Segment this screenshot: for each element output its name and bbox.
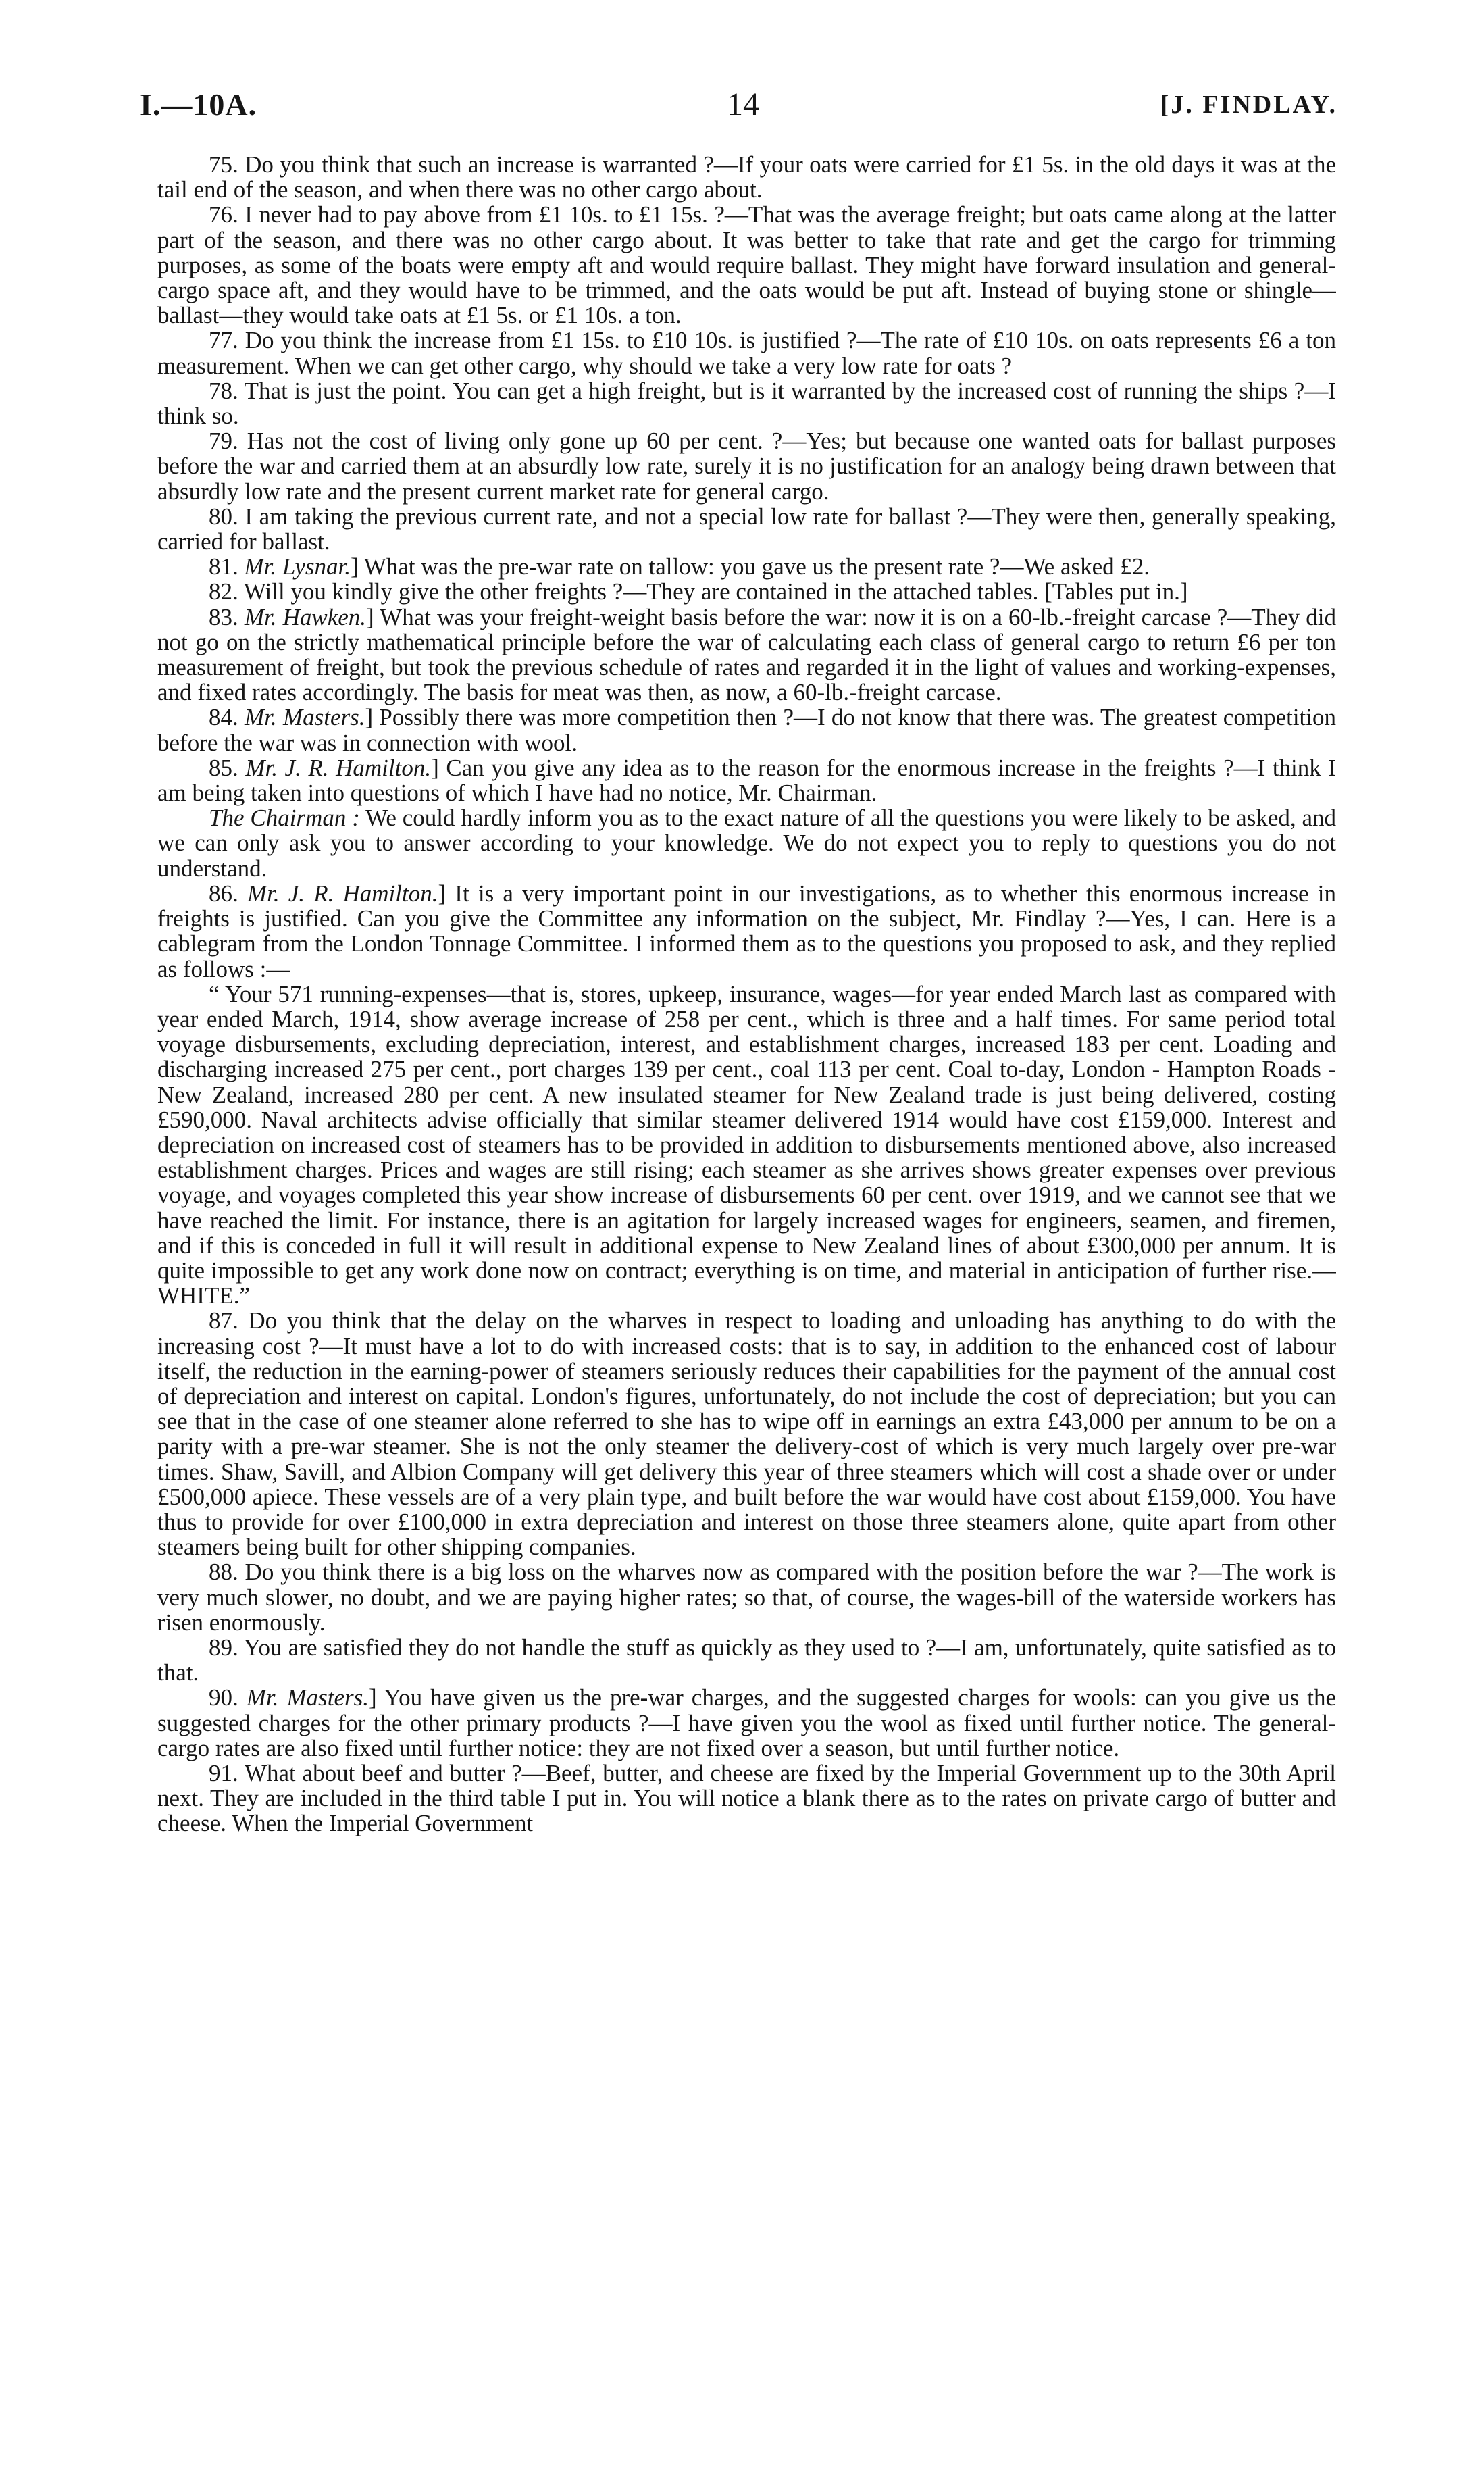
paragraph-text: 76. I never had to pay above from £1 10s. to £1 15s. ?—That was the average freight; but oats came along at the latter part of the season, and there was no other cargo about. It was better to take that rate and get the cargo for trimming purposes, as some of the boats were empty aft and would require ballast. They might have forward insulation and general-cargo space aft, and they would have to be trimmed, and the oats would be put aft. Instead of buying stone or shingle—ballast—they would take oats at £1 5s. or £1 10s. a ton.: [157, 201, 1336, 329]
paragraph-87: [157, 1308, 1336, 1559]
paragraph-number: 84.: [209, 704, 245, 731]
paragraph-text: “ Your 571 running-expenses—that is, stores, upkeep, insurance, wages—for year ended March last as compared with year ended March, 1914, show average increase of 258 per cent., which is three and a half times. For same period total voyage disbursements, excluding depreciation, interest, and establishment charges, increased 183 per cent. Loading and discharging increased 275 per cent., port charges 139 per cent., coal 113 per cent. Coal to-day, London - Hampton Roads - New Zealand, increased 280 per cent. A new insulated steamer for New Zealand trade is just being delivered, costing £590,000. Naval architects advise officially that similar steamer delivered 1914 would have cost £159,000. Interest and depreciation on increased cost of steamers has to be provided in addition to disbursements mentioned above, also increased establishment charges. Prices and wages are still rising; each steamer as she arrives shows greater expenses over previous voyage, and voyages completed this year show increase of disbursements 60 per cent. over 1919, and we cannot see that we have reached the limit. For instance, there is an agitation for largely increased wages for engineers, seamen, and firemen, and if this is conceded in full it will result in additional expense to New Zealand lines of about £300,000 per annum. It is quite impossible to get any work done now on contract; everything is on time, and material in anticipation of further rise.—WHITE.”: [157, 980, 1336, 1309]
paragraph-91: [157, 1761, 1336, 1836]
paragraph-text: We could hardly inform you as to the exact nature of all the questions you were likely to be asked, and we can only ask you to answer according to your knowledge. We do not expect you to reply to questions you do not understand.: [157, 805, 1336, 882]
document-body: [157, 152, 1336, 2429]
paragraph-number: 85.: [209, 754, 246, 781]
paragraph-text: 91. What about beef and butter ?—Beef, butter, and cheese are fixed by the Imperial Government up to the 30th April next. They are included in the third table I put in. You will notice a blank there as to the rates on private cargo of butter and cheese. When the Imperial Government: [157, 1760, 1336, 1837]
paragraph-82: [157, 579, 1336, 604]
paragraph-79: [157, 428, 1336, 504]
header-left-reference: I.—10A.: [140, 87, 257, 122]
speaker-name: Mr. J. R. Hamilton.: [247, 880, 438, 907]
paragraph-text: ] What was the pre-war rate on tallow: you gave us the present rate ?—We asked £2.: [350, 553, 1150, 580]
paragraph-80: [157, 504, 1336, 554]
paragraph-text: 77. Do you think the increase from £1 15s. to £10 10s. is justified ?—The rate of £10 10s. on oats represents £6 a ton measurement. When we can get other cargo, why should we take a very low rate for oats ?: [157, 327, 1336, 379]
paragraph-90: [157, 1685, 1336, 1761]
paragraph-text: ] You have given us the pre-war charges, and the suggested charges for wools: can you give us the suggested charges for the other primary products ?—I have given you the wool as fixed until further notice. The general-cargo rates are also fixed until further notice: they are not fixed over a season, but until further notice.: [157, 1684, 1336, 1761]
header-witness-name: [J. FINDLAY.: [1160, 91, 1337, 119]
paragraph-text: ] It is a very important point in our investigations, as to whether this enormous increase in freights is justified. Can you give the Committee any information on the subject, Mr. Findlay ?—Yes, I can. Here is a cablegram from the London Tonnage Committee. I informed them as to the questions you proposed to ask, and they replied as follows :—: [157, 880, 1336, 982]
paragraph-number: 81.: [209, 553, 245, 580]
paragraph-85: [157, 755, 1336, 805]
speaker-name: Mr. Masters.: [246, 1684, 369, 1711]
paragraph-number: 90.: [209, 1684, 247, 1711]
paragraph-83: [157, 605, 1336, 705]
paragraph-76: [157, 202, 1336, 328]
speaker-name: Mr. Lysnar.: [244, 553, 351, 580]
paragraph-text: ] Can you give any idea as to the reason for the enormous increase in the freights ?—I think I am being taken into questions of which I have had no notice, Mr. Chairman.: [157, 754, 1336, 807]
paragraph-text: 75. Do you think that such an increase is warranted ?—If your oats were carried for £1 5s. in the old days it was at the tail end of the season, and when there was no other cargo about.: [157, 152, 1336, 203]
chairman-remark: [157, 805, 1336, 881]
paragraph-text: 80. I am taking the previous current rate, and not a special low rate for ballast ?—They were then, generally speaking, carried for ballast.: [157, 503, 1336, 555]
paragraph-text: 79. Has not the cost of living only gone up 60 per cent. ?—Yes; but because one wanted oats for ballast purposes before the war and carried them at an absurdly low rate, surely it is no justification for an analogy being drawn between that absurdly low rate and the present current market rate for general cargo.: [157, 428, 1336, 505]
paragraph-78: [157, 378, 1336, 428]
paragraph-text: ] Possibly there was more competition then ?—I do not know that there was. The greatest competition before the war was in connection with wool.: [157, 704, 1336, 756]
paragraph-text: 82. Will you kindly give the other freights ?—They are contained in the attached tables. [Tables put in.]: [209, 578, 1188, 605]
cablegram-quote: [157, 982, 1336, 1309]
paragraph-84: [157, 705, 1336, 755]
page-number: 14: [727, 86, 759, 122]
speaker-name: Mr. Hawken.: [244, 603, 367, 630]
paragraph-text: 89. You are satisfied they do not handle the stuff as quickly as they used to ?—I am, unfortunately, quite satisfied as to that.: [157, 1634, 1336, 1686]
speaker-name: The Chairman :: [209, 805, 360, 832]
paragraph-text: 78. That is just the point. You can get a high freight, but is it warranted by the increased cost of running the ships ?—I think so.: [157, 377, 1336, 430]
paragraph-75: [157, 152, 1336, 202]
paragraph-77: [157, 328, 1336, 378]
paragraph-text: ] What was your freight-weight basis before the war: now it is on a 60-lb.-freight carcase ?—They did not go on the strictly mathematical principle before the war of calculating each class of general cargo to return £6 per ton measurement of freight, but took the previous schedule of rates and regarded it in the light of values and working-expenses, and fixed rates accordingly. The basis for meat was then, as now, a 60-lb.-freight carcase.: [157, 603, 1336, 706]
paragraph-number: 86.: [209, 880, 247, 907]
paragraph-number: 83.: [209, 603, 245, 630]
paragraph-88: [157, 1559, 1336, 1635]
paragraph-text: 88. Do you think there is a big loss on the wharves now as compared with the position before the war ?—The work is very much slower, no doubt, and we are paying higher rates; so that, of course, the wages-bill of the waterside workers has risen enormously.: [157, 1559, 1336, 1636]
paragraph-89: [157, 1635, 1336, 1685]
speaker-name: Mr. Masters.: [245, 704, 365, 731]
speaker-name: Mr. J. R. Hamilton.: [245, 754, 432, 781]
paragraph-81: [157, 554, 1336, 579]
paragraph-86: [157, 881, 1336, 982]
paragraph-text: 87. Do you think that the delay on the wharves in respect to loading and unloading has anything to do with the increasing cost ?—It must have a lot to do with increased costs: that is to say, in addition to the enhanced cost of labour itself, the reduction in the earning-power of steamers seriously reduces their capabilities for the payment of the annual cost of depreciation and interest on capital. London's figures, unfortunately, do not include the cost of depreciation; but you can see that in the case of one steamer alone referred to she has to wipe off in earnings an extra £43,000 per annum to be on a parity with a pre-war steamer. She is not the only steamer the delivery-cost of which is very much largely over pre-war times. Shaw, Savill, and Albion Company will get delivery this year of three steamers which will cost a shade over or under £500,000 apiece. These vessels are of a very plain type, and built before the war would have cost about £159,000. You have thus to provide for over £100,000 in extra depreciation and interest on those three steamers alone, quite apart from other steamers being built for other shipping companies.: [157, 1307, 1336, 1561]
